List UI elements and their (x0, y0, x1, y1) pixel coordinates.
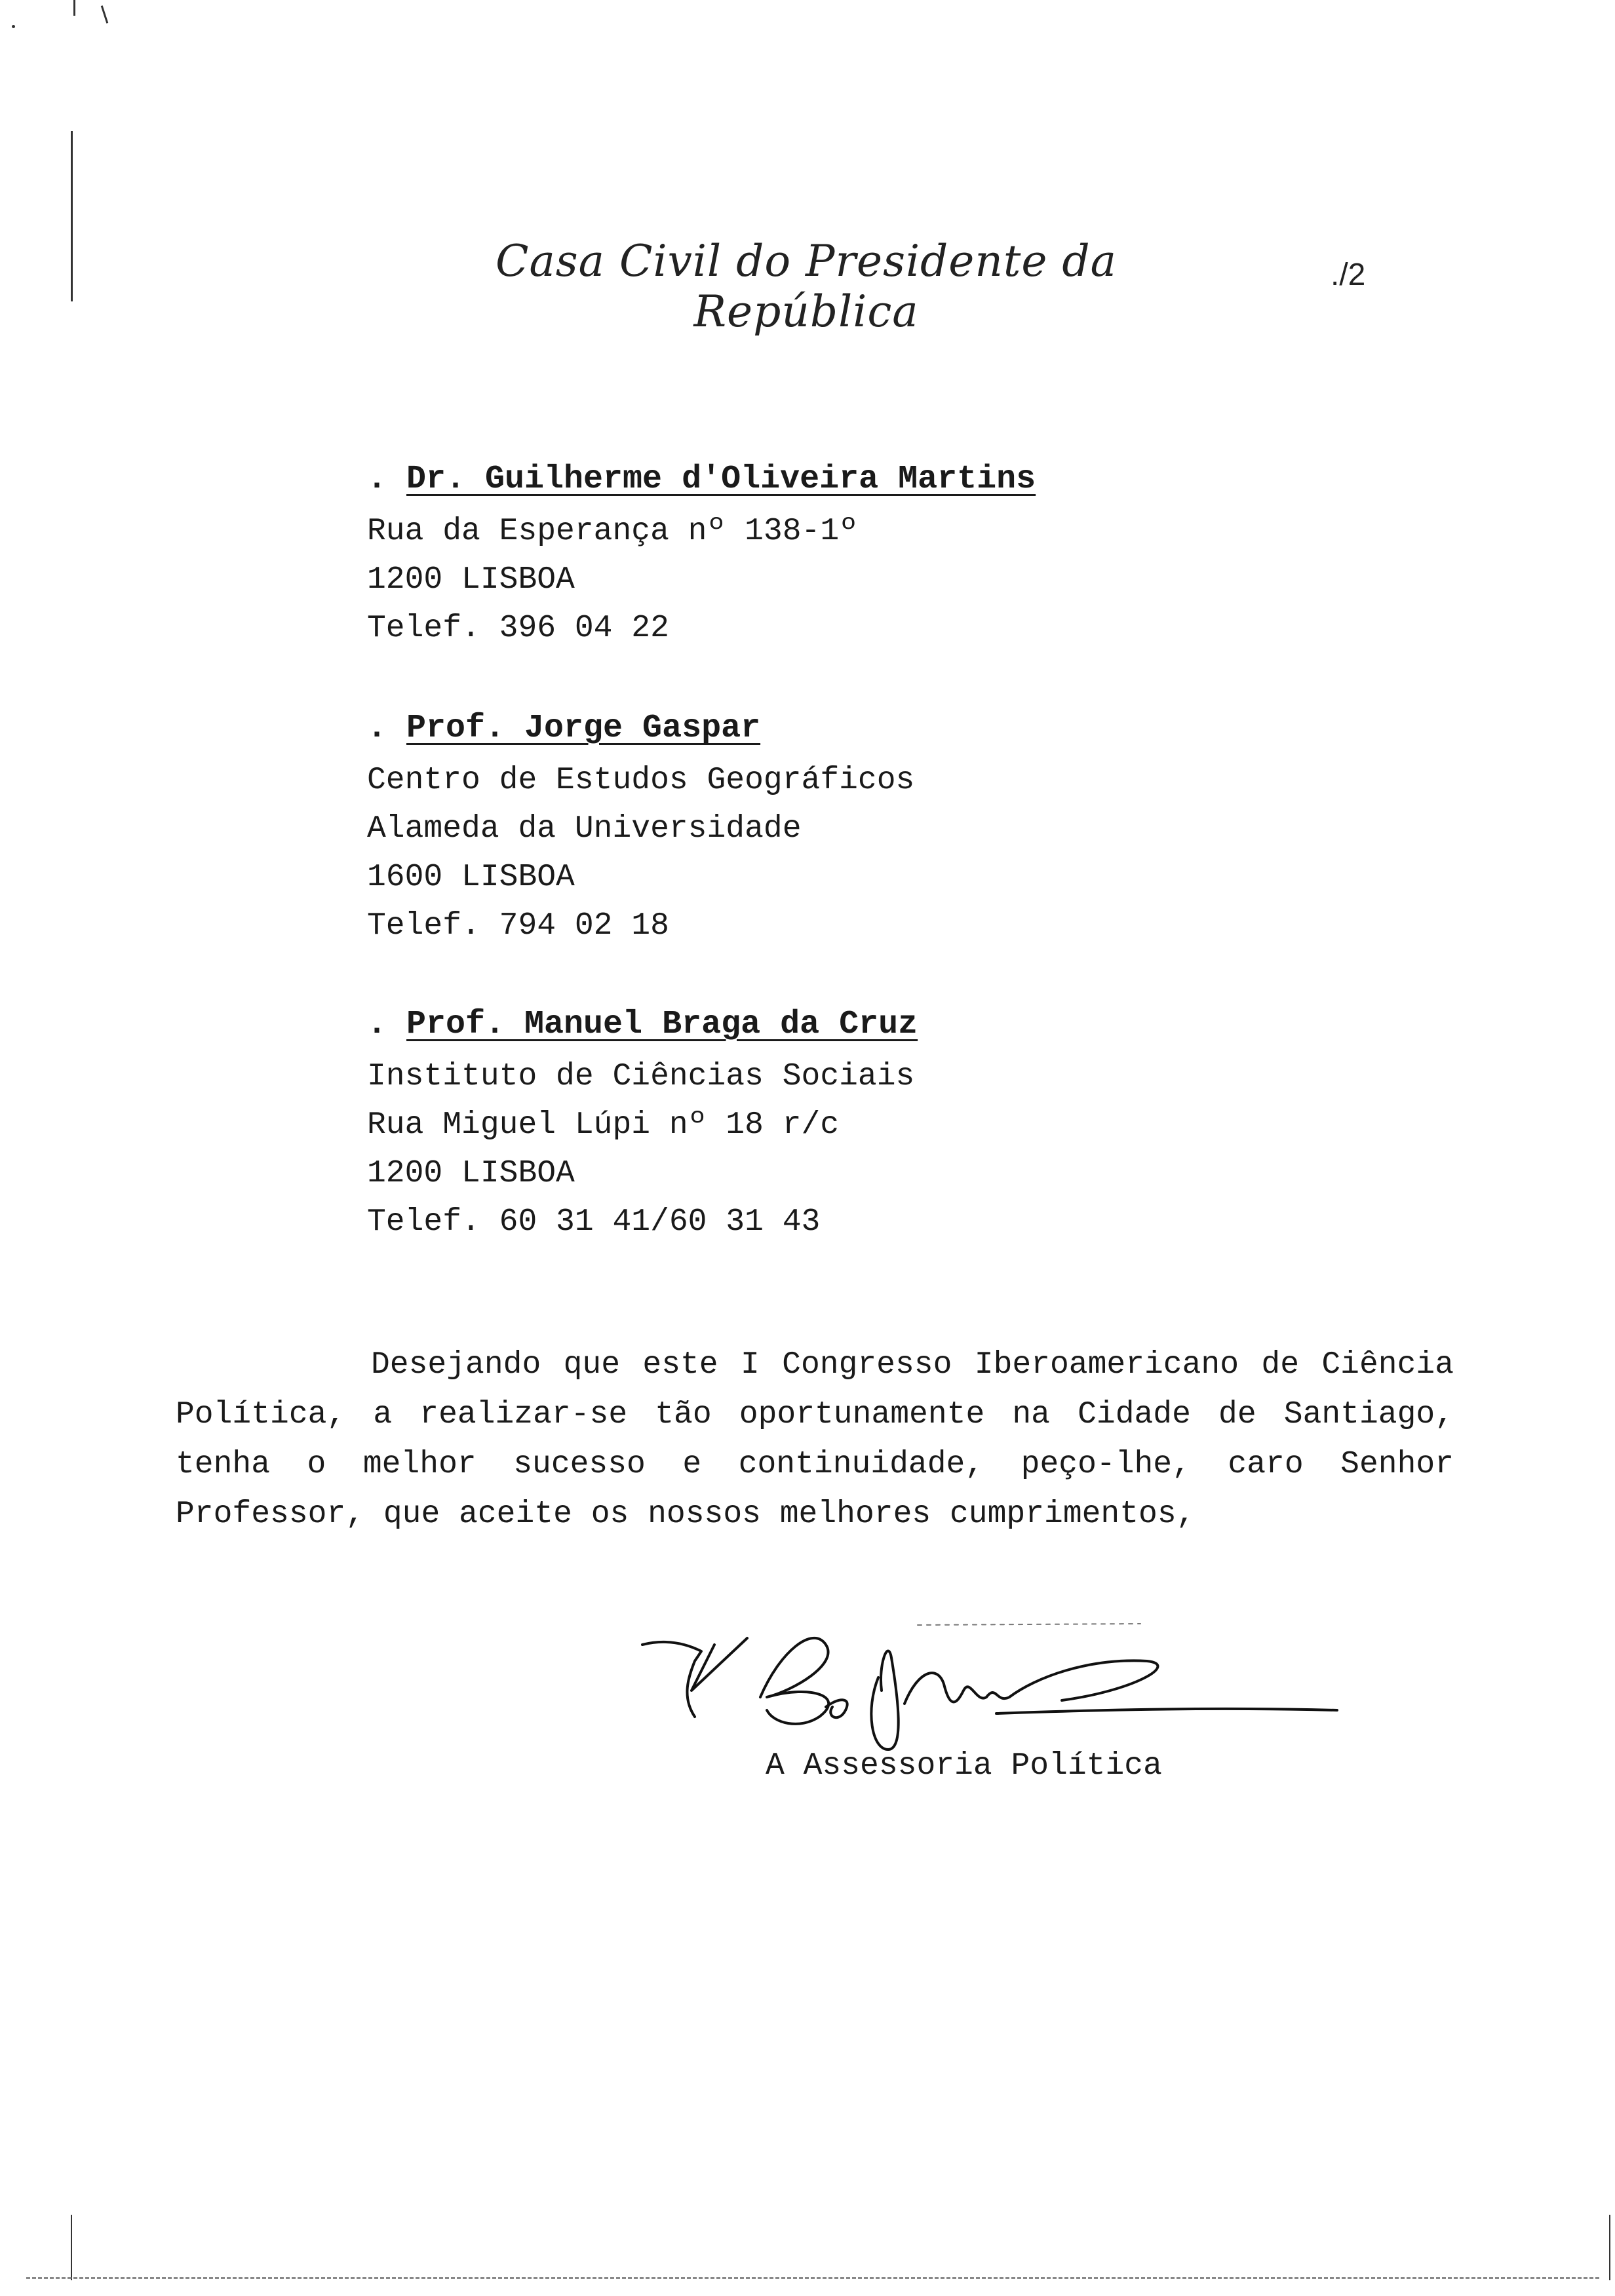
contact-phone-line: Telef. 60 31 41/60 31 43 (367, 1204, 821, 1240)
letterhead-title: Casa Civil do Presidente da República (495, 236, 1118, 337)
contact-address-line: Rua da Esperança nº 138-1º (367, 514, 858, 549)
corner-mark-2 (101, 5, 109, 24)
contact-city-line: 1600 LISBOA (367, 860, 575, 895)
contact-name (367, 706, 1219, 756)
contact-bullet: . (367, 710, 387, 747)
closing-paragraph: Desejando que este I Congresso Iberoamericano de Ciência Política, a realizar-se tão oportunamente na Cidade de Santiago, tenha o melhor sucesso e continuidade, peço-lhe, caro Senhor Professor, que aceite os nossos melhores cumprimentos, (176, 1347, 1454, 1532)
corner-dot (12, 25, 15, 28)
contact-institution-line: Centro de Estudos Geográficos (367, 763, 915, 798)
contact-institution-line: Instituto de Ciências Sociais (367, 1059, 915, 1094)
contact-name-text: Prof. Jorge Gaspar (406, 710, 761, 747)
scan-artifact-line (26, 2277, 1599, 2282)
right-margin-line (1609, 2215, 1610, 2280)
contact-bullet: . (367, 461, 387, 498)
contact-address-line: Rua Miguel Lúpi nº 18 r/c (367, 1107, 840, 1143)
corner-mark (73, 0, 75, 16)
contact-block (367, 457, 1219, 653)
contact-phone-line: Telef. 794 02 18 (367, 908, 669, 944)
left-margin-line (71, 131, 73, 301)
contact-name (367, 1003, 1219, 1052)
contact-name (367, 457, 1219, 507)
contact-phone-line: Telef. 396 04 22 (367, 611, 669, 646)
contact-address-line: Alameda da Universidade (367, 811, 802, 847)
signature-caption: A Assessoria Política (766, 1748, 1162, 1784)
contact-block (367, 706, 1219, 950)
contact-city-line: 1200 LISBOA (367, 562, 575, 598)
left-margin-line-lower (71, 2215, 72, 2280)
contact-name-text: Prof. Manuel Braga da Cruz (406, 1006, 918, 1043)
contact-bullet: . (367, 1006, 387, 1043)
contact-block (367, 1003, 1219, 1246)
page-number: ./2 (1331, 258, 1366, 292)
contact-name-text: Dr. Guilherme d'Oliveira Martins (406, 461, 1036, 498)
contact-city-line: 1200 LISBOA (367, 1156, 575, 1191)
